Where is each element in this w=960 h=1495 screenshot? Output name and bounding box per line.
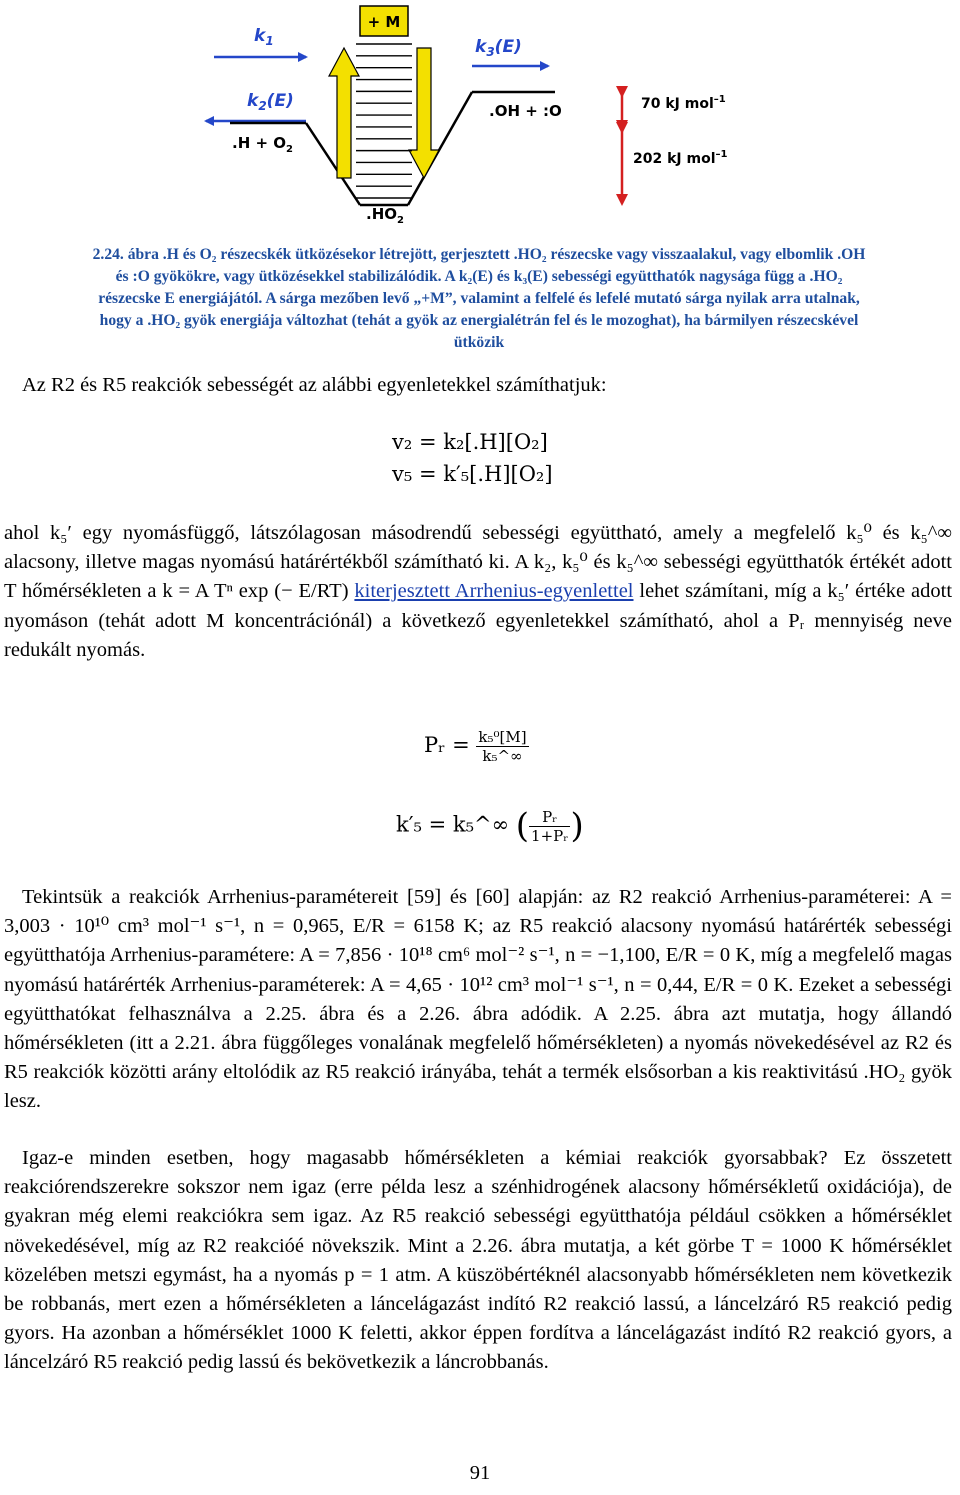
figure-caption bbox=[8, 244, 950, 354]
paragraph-3: Igaz-e minden esetben, hogy magasabb hőmérsékleten a kémiai reakciók gyorsabbak? Ez összetett reakciórendszerekre sokszor nem igaz (erre példa lesz a szénhidrogének alacsony hőmérsékletű oxidációja), de gyakran még elemi reakciókra sem igaz. Az R5 reakció sebességi együtthatója például csökken a hőmérséklet növekedésével, míg az R2 reakcióé növekszik. Mint a 2.26. ábra mutatja, a két görbe T = 1000 K hőmérséklet közelében metszi egymást, ha a nyomás p = 1 atm. A küszöbértéknél alacsonyabb hőmérsékleten nem következik be robbanás, mert ezen a hőmérsékleten a láncelágazást indító R2 reakció lassú, a láncelzáró R5 reakció pedig gyors. Ha azonban a hőmérséklet 1000 K feletti, akkor éppen fordítva a láncelágazást indító R2 reakció gyors, a láncelzáró R5 reakció pedig lassú és bekövetkezik a láncrobbanás. bbox=[4, 1147, 952, 1374]
yellow-down-arrow bbox=[409, 48, 439, 178]
equation-v5: v₅ = k′₅[.H][O₂] bbox=[392, 462, 553, 486]
energy-diagram bbox=[0, 0, 960, 232]
equation-v2: v₂ = k₂[.H][O₂] bbox=[392, 430, 548, 454]
caption-line-5: ütközik bbox=[453, 334, 505, 351]
well-left-wall bbox=[306, 123, 360, 205]
caption-line-3: részecske E energiájától. A sárga mezőben levő „+M”, valamint a felfelé és lefelé mutató sárga nyilak arra utalnak, bbox=[98, 290, 860, 307]
right-product-label: .OH + :O bbox=[489, 102, 562, 120]
equation-pr-numerator: k₅⁰[M] bbox=[478, 728, 527, 746]
bottom-species-label: $.HO_2$ bbox=[366, 205, 404, 226]
intro-text: Az R2 és R5 reakciók sebességét az alábbi egyenletekkel számíthatjuk: bbox=[22, 374, 607, 396]
arrhenius-link[interactable]: kiterjesztett Arrhenius-egyenlettel bbox=[354, 580, 634, 603]
k1-label: $k_1$ bbox=[254, 26, 274, 48]
energy-202-label: 202 kJ mol$^{-1}$ bbox=[633, 149, 728, 167]
paragraph-1-text-b: lehet számítani, míg a k₅′ értéke adott nyomáson (tehát adott M koncentrációnál) a következő egyenletekkel számítható, ahol a Pᵣ mennyiség neve redukált nyomás. bbox=[4, 580, 953, 661]
paragraph-2: Tekintsük a reakciók Arrhenius-paramétereit [59] és [60] alapján: az R2 reakció Arrhenius-paraméterei: A = 3,003 · 10¹⁰ cm³ mol⁻¹ s⁻¹, n = 0,965, E/R = 6158 K; az R5 reakció alacsony nyomású határérték sebességi együtthatója Arrhenius-paramétere: A = 7,856 · 10¹⁸ cm⁶ mol⁻² s⁻¹, n = −1,100, E/R = 0 K, míg a megfelelő magas nyomású határérték Arrhenius-paraméterek: A = 4,65 · 10¹² cm³ mol⁻¹ s⁻¹, n = 0,44, E/R = 0 K. Ezeket a sebességi együtthatókat felhasználva a 2.25. ábra és a 2.26. ábra adódik. A 2.25. ábra azt mutatja, hogy állandó hőmérsékleten (itt a 2.21. ábra függőleges vonalának megfelelő hőmérsékleten) a nyomás növekedésével az R2 és R5 reakciók közötti arány eltolódik az R5 reakció irányába, tehát a termék elsősorban a kis reaktivitású .HO₂ gyök lesz. bbox=[4, 886, 952, 1113]
equation-k5-prime: k′₅ = k₅^∞ ( $\frac{\text{Pᵣ}}{\text{1+Pᵣ}}$ ) bbox=[396, 806, 584, 846]
k3-label: $k_3(E)$ bbox=[475, 37, 522, 59]
plus-m-label: + M bbox=[367, 13, 401, 31]
energy-70-label: 70 kJ mol$^{-1}$ bbox=[641, 94, 726, 112]
equation-pr-denominator: k₅^∞ bbox=[482, 747, 523, 765]
equation-k5-denominator: 1+Pᵣ bbox=[531, 826, 569, 845]
caption-line-2: és :O gyökökre, vagy ütközésekkel stabilizálódik. A k₂(E) és k₃(E) sebességi együtthatók nagysága függ a .HO₂ bbox=[115, 268, 843, 285]
equation-k5-numerator: Pᵣ bbox=[529, 808, 570, 827]
caption-line-1: 2.24. ábra .H és O₂ részecskék ütközésekor létrejött, gerjesztett .HO₂ részecske vagy visszaalakul, vagy elbomlik .OH bbox=[92, 246, 866, 263]
equation-pr bbox=[424, 728, 529, 765]
yellow-up-arrow bbox=[329, 48, 359, 178]
page-number: 91 bbox=[469, 1462, 491, 1484]
paragraph-1-text-a: ahol k₅′ egy nyomásfüggő, látszólagosan másodrendű sebességi együttható, amely a megfelelő k₅⁰ és k₅^∞ alacsony, illetve magas nyomású határértékből számítható ki. A k₂, k₅⁰ és k₅^∞ sebességi együtthatók értékét adott T hőmérsékleten a k = A Tⁿ exp (− E/RT) bbox=[4, 522, 952, 603]
equation-pr-lhs: Pᵣ = bbox=[424, 733, 470, 757]
caption-line-4: hogy a .HO₂ gyök energiája változhat (tehát a gyök az energialétrán fel és le mozoghat), ha bármilyen részecskével bbox=[99, 312, 859, 329]
left-product-label: $.H + O_2$ bbox=[232, 134, 293, 155]
energy-ladder bbox=[356, 44, 412, 198]
paragraph-1 bbox=[4, 519, 952, 665]
k2-label: $k_2(E)$ bbox=[247, 91, 294, 113]
equation-k5-lhs: k′₅ = k₅^∞ bbox=[396, 812, 510, 837]
